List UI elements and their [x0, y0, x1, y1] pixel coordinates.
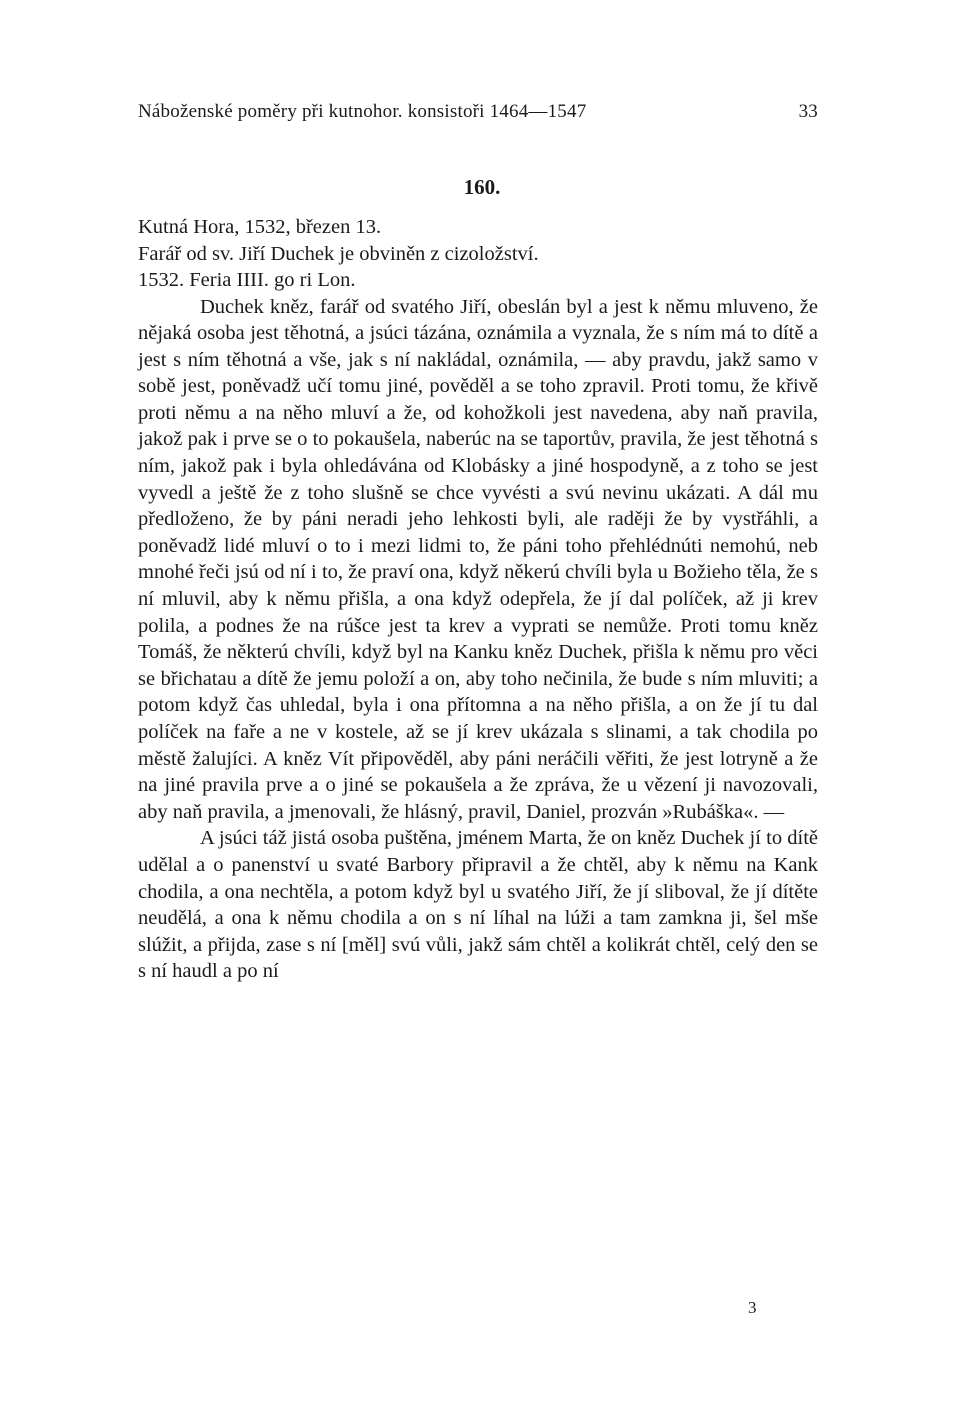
running-title: Náboženské poměry při kutnohor. konsistoři 1464—1547 [138, 101, 587, 122]
document-number: 160. [463, 175, 501, 199]
signature-mark: 3 [748, 1298, 757, 1317]
document-summary: Farář od sv. Jiří Duchek je obviněn z cizoložství. [138, 242, 539, 265]
page-number: 33 [798, 101, 818, 122]
paragraph-1: Duchek kněz, farář od svatého Jiří, obeslán byl a jest k němu mluveno, že nějaká osoba jest těhotná, a jsúci tázána, oznámila a vyznala, že s ním má to dítě a jest s ním těhotná a vše, jak s ní nakládal, oznámila, — aby pravdu, jakž samo v sobě jest, poněvadž učí tomu jiné, pověděl a se toho zpravil. Proti tomu, že křivě proti němu a na něho mluví a že, od kohožkoli jest navedena, aby naň pravila, jakož pak i prve se o to pokaušela, naberúc na se taportův, pravila, že jest těhotná s ním, jakož pak i byla ohledávána od Klobásky a jiné hospodyně, a z toho se jest vyvedl a ještě že z toho slušně se chce vyvésti a svú nevinu ukázati. A dál mu předloženo, že by páni neradi jeho lehkosti byli, ale raději že by vystřáhli, a poněvadž lidé mluví o to i mezi lidmi to, že páni toho přehlédnúti nemohú, neb mnohé řeči jsú od ní i to, že praví ona, když někerú chvíli byla u Božieho těla, že s ní mluvil, aby k němu přišla, a ona když odepřela, že jí dal políček, až ji krev polila, a podnes že na rúšce jest ta krev a vyprati se nemůže. Proti tomu kněz Tomáš, že některú chvíli, když byl na Kanku kněz Duchek, přišla k němu pro věci se břichatau a dítě že jemu položí a on, aby toho nečinila, že bude s ním mluviti; a potom když čas uhledal, byla i ona přítomna a na něho přišla, a on že jí tu dal políček na faře a ne v kostele, až se jí krev ukázala s slinami, a tak chodila po městě žalujíci. A kněz Vít připověděl, aby páni neráčili věřiti, že jest lotryně a že na jiné pravila prve a o jiné se pokaušela a že zpráva, že u vězení ji navozovali, aby naň pravila, a jmenovali, že hlásný, pravil, Daniel, prozván »Rubáška«. — [138, 295, 818, 823]
page [138, 100, 818, 985]
document-dating: 1532. Feria IIII. go ri Lon. [138, 269, 356, 291]
paragraph-2: A jsúci táž jistá osoba puštěna, jménem Marta, že on kněz Duchek jí to dítě udělal a o panenství u svaté Barbory připravil a že chtěl, aby k němu na Kank chodila, a ona nechtěla, a potom když byl u svatého Jiří, že jí sliboval, že jí dítěte neudělá, a ona k němu chodila a on s ní líhal na lúži a tam zamkna ji, šel mše slúžit, a přijda, zase s ní [měl] svú vůli, jakž sám chtěl a kolikrát chtěl, celý den se s ní haudl a po ní [138, 827, 818, 983]
running-head [138, 100, 818, 124]
place-date: Kutná Hora, 1532, březen 13. [138, 216, 382, 238]
document-meta [138, 214, 818, 294]
body-text [138, 294, 818, 985]
